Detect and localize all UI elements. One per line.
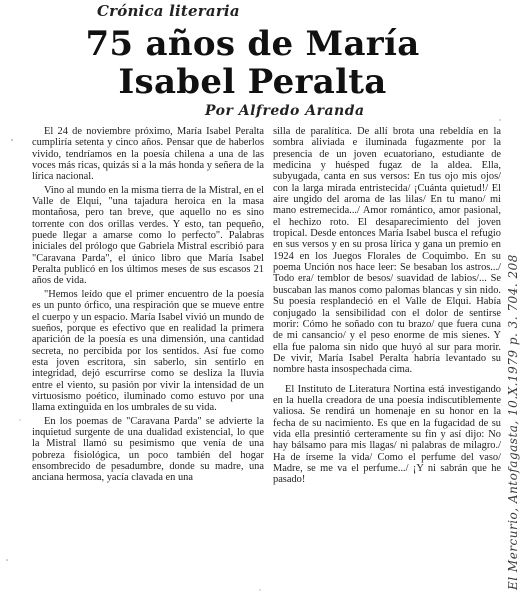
paragraph: El 24 de noviembre próximo, María Isabel Peralta cumpliría setenta y cinco años. Pensar que de haberlos vivido, tendríamos en la poesía chilena a una de las voces más ricas, quizás si a la más honda y señera de la lírica nacional. [32,126,264,183]
headline-line-1: 75 años de María [85,24,420,64]
right-column [273,126,501,486]
paragraph: "Hemos leído que el primer encuentro de la poesía es un punto órfico, una respiración que se mueve entre el cuerpo y un espacio. María Isabel vivió un mundo de sueños, porque es efectivo que en realidad la primera aparición de la poesía es una dimensión, una cantidad secreta, no percibida por los sentidos. Así fue como esta joven escritora, sin saberlo, sin sentirlo en integridad, dejó escurrirse como se desliza la lluvia entre el viento, su pasión por vivir la intensidad de un virtuosismo poético, iluminado como estuvo por una llama extinguida en los umbrales de su vida. [32,288,264,414]
paragraph: Vino al mundo en la misma tierra de la Mistral, en el Valle de Elqui, "una tajadura heroica en la masa montañosa, pero tan breve, que aquello no es sino torrente con dos orillas verdes. Y esto, tan pequeño, puede llegar a amarse como lo perfecto". Palabras iniciales del prólogo que Gabriela Mistral escribió para "Caravana Parda", el único libro que María Isabel Peralta publicó en los últimos meses de sus escasos 21 años de vida. [32,184,264,287]
paragraph: En los poemas de "Caravana Parda" se advierte la inquietud surgente de una dualidad existencial, lo que la Mistral llamó su pesimismo que venía de una pobreza fisiológica, un poco también del hogar ensombrecido de pesadumbre, donde su madre, una anciana hermosa, yacía clavada en una [32,415,264,484]
paragraph: El Instituto de Literatura Nortina está investigando en la huella creadora de una poesía indiscutiblemente valiosa. Se rendirá un homenaje en su honor en la fecha de su nacimiento. Es que en la fugacidad de su vida ella presintió certeramente su fin y así dijo: No hay bálsamo para mis llagas/ ni palabras de milagro./ Ha de írseme la vida/ Como el perfume del vaso/ Madre, se me va el perfume.../ ¡Y ni sabrán que he pasado! [273,383,501,486]
byline: Por Alfredo Aranda [205,103,365,119]
headline-line-2: Isabel Peralta [118,62,387,102]
handwritten-source-note: El Mercurio, Antofagasta, 10.X.1979 p. 3. 704. 208 [506,254,520,590]
left-column [32,126,264,484]
section-label: Crónica literaria [97,2,240,20]
paragraph: silla de paralítica. De allí brota una rebeldía en la sombra aliviada e iluminada fugazmente por la presencia de un joven ecuatoriano, estudiante de medicina y huésped fugaz de la aldea. Ella, subyugada, canta en sus versos: En tus ojo mis ojos/ con la larga mirada entristecida/ ¡Cuánta quietud!/ El aire ungido del aroma de las lilas/ En tu mano/ mi mano estremecida.../ Amor romántico, amor pasional, el hechizo roto. El desaparecimiento del joven tropical. Desde entonces María Isabel busca el refugio en sus versos y en su prosa lírica y gana un premio en 1924 en los Juegos Florales de Coquimbo. En su poema Unción nos hace leer: Se besaban los astros.../ Todo era/ temblor de besos/ suavidad de labios/... Se buscaban las manos como palomas blancas y sin nido. Su poesía resplandeció en el Valle de Elqui. Había conjugado la sensibilidad con el dolor de sentirse morir: Cómo he soñado con tu brazo/ que fuera cuna de mi cansancio/ y el peso enorme de mis sienes. Y ella fue paloma sin nido que huyó al sur para morir. De vivir, María Isabel Peralta habría levantado su nombre hasta insospechada cima. [273,126,501,376]
